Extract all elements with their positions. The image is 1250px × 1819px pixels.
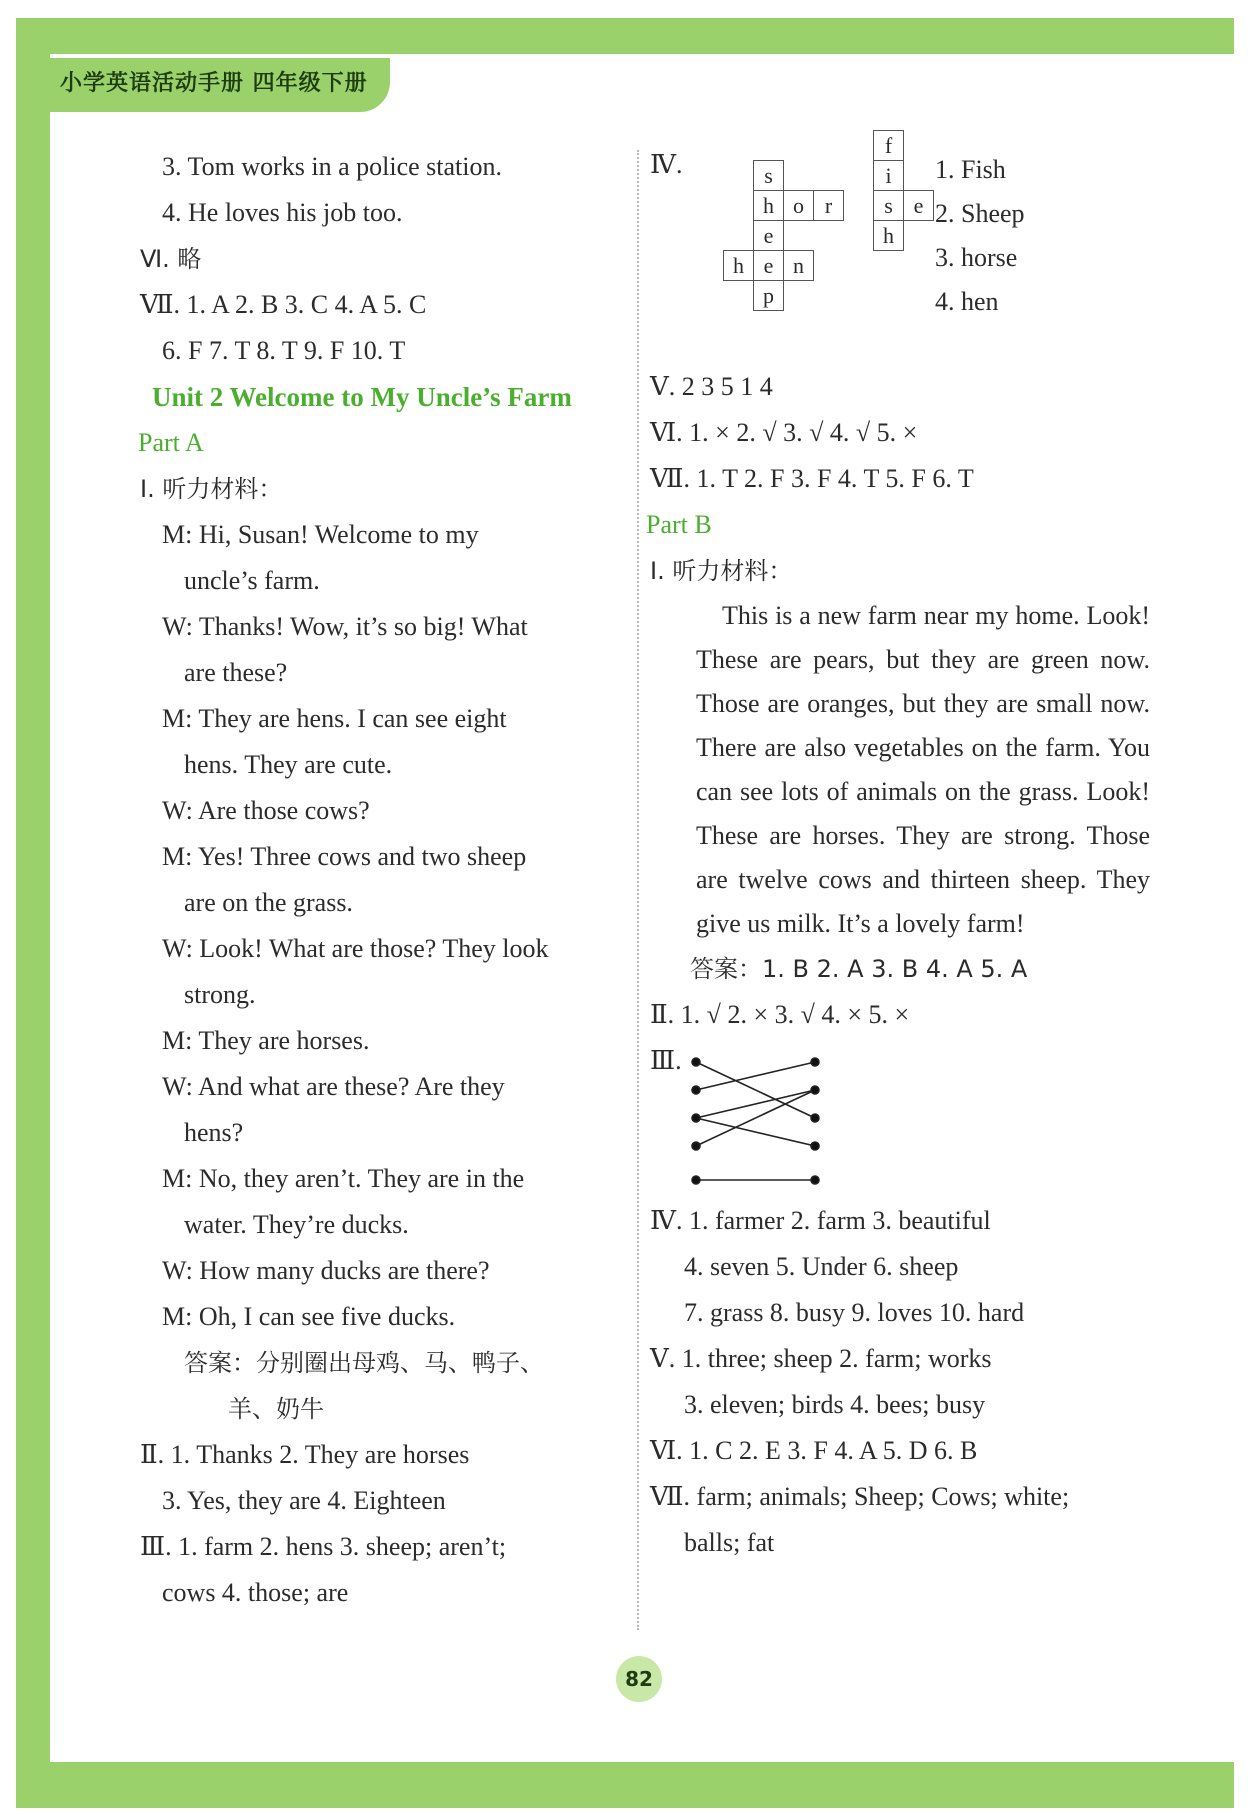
top-border [16, 18, 1234, 54]
match-dot [692, 1058, 700, 1066]
listening-passage [650, 594, 1150, 946]
text-line: are on the grass. [184, 888, 353, 917]
crossword-cell: e [753, 250, 784, 281]
text-line: Ⅶ. 1. T 2. F 3. F 4. T 5. F 6. T [650, 464, 974, 493]
text-line: M: Yes! Three cows and two sheep [162, 842, 527, 871]
crossword-cell: e [753, 220, 784, 251]
crossword-section [650, 133, 1150, 364]
match-line [696, 1090, 815, 1118]
text-line: M: They are hens. I can see eight [162, 704, 507, 733]
text-line: W: Are those cows? [162, 796, 370, 825]
match-line [696, 1090, 815, 1146]
crossword-cell: i [873, 160, 904, 191]
text-line: W: How many ducks are there? [162, 1256, 490, 1285]
crossword-cell: p [753, 280, 784, 311]
page-number: 82 [616, 1656, 662, 1702]
text-line: Ⅴ. 2 3 5 1 4 [650, 372, 773, 401]
section-2: Ⅱ. 1. √ 2. × 3. √ 4. × 5. × [650, 1000, 910, 1029]
text-line: 4. He loves his job too. [162, 198, 403, 227]
crossword-cell: s [873, 190, 904, 221]
text-line: Ⅵ. 1. C 2. E 3. F 4. A 5. D 6. B [650, 1436, 978, 1465]
unit-title: Unit 2 Welcome to My Uncle’s Farm [152, 382, 572, 412]
left-top-lines [140, 144, 635, 374]
crossword-cell: h [723, 250, 754, 281]
crossword-cell: s [753, 160, 784, 191]
match-line [696, 1062, 815, 1118]
crossword-cell: h [873, 220, 904, 251]
match-line [696, 1146, 815, 1172]
passage-text: This is a new farm near my home. Look! These are pears, but they are green now. Those are oranges, but they are small now. There are also vegetables on the farm. You can see lots of animals on the grass. Look! These are horses. They are strong. Those are twelve cows and thirteen sheep. They give us milk. It’s a lovely farm! [696, 601, 1150, 938]
text-line: Ⅵ. 1. × 2. √ 3. √ 4. √ 5. × [650, 418, 918, 447]
match-dot [692, 1086, 700, 1094]
text-line: Ⅵ. 略 [140, 245, 202, 273]
crossword-cell: r [813, 190, 844, 221]
match-line [696, 1062, 815, 1090]
crossword-answer: 1. Fish [935, 155, 1006, 184]
text-line: W: And what are these? Are they [162, 1072, 505, 1101]
text-line: M: They are horses. [162, 1026, 370, 1055]
text-line: balls; fat [684, 1528, 775, 1557]
crossword-cell: o [783, 190, 814, 221]
crossword-answer: 2. Sheep [935, 199, 1025, 228]
right-tail-lines [650, 1198, 1150, 1566]
text-line: Ⅲ. 1. farm 2. hens 3. sheep; aren’t; [140, 1532, 507, 1561]
text-line: Ⅱ. 1. Thanks 2. They are horses [140, 1440, 470, 1469]
text-line: W: Look! What are those? They look [162, 934, 549, 963]
dialogue [140, 512, 635, 1340]
book-title: 小学英语活动手册 四年级下册 [60, 71, 368, 96]
column-divider [637, 150, 639, 1630]
text-line: 6. F 7. T 8. T 9. F 10. T [162, 336, 406, 365]
crossword-answer: 3. horse [935, 243, 1018, 272]
left-tail-lines [140, 1432, 635, 1616]
text-line: M: Hi, Susan! Welcome to my [162, 520, 479, 549]
section-3-label: Ⅲ. [650, 1046, 682, 1075]
answer-line-2: 羊、奶牛 [228, 1395, 324, 1423]
passage-answer: 答案：1. B 2. A 3. B 4. A 5. A [690, 955, 1028, 983]
match-dot [811, 1086, 819, 1094]
section-1-label: Ⅰ. 听力材料： [140, 475, 283, 503]
crossword-cell: e [903, 190, 934, 221]
match-dot [811, 1176, 819, 1184]
part-b-heading: Part B [646, 510, 712, 539]
text-line: 3. Yes, they are 4. Eighteen [162, 1486, 446, 1515]
part-a-heading: Part A [138, 428, 204, 457]
matching-section [650, 1038, 1150, 1198]
right-column [646, 133, 1150, 1566]
text-line: W: Thanks! Wow, it’s so big! What [162, 612, 528, 641]
text-line: hens? [184, 1118, 244, 1147]
matching-diagram [650, 1038, 850, 1198]
text-line: 7. grass 8. busy 9. loves 10. hard [684, 1298, 1025, 1327]
text-line: Ⅶ. farm; animals; Sheep; Cows; white; [650, 1482, 1070, 1511]
left-border [16, 18, 50, 1808]
crossword-answers [935, 148, 1025, 324]
text-line: Ⅶ. 1. A 2. B 3. C 4. A 5. C [140, 290, 427, 319]
match-dot [692, 1114, 700, 1122]
text-line: Ⅳ. 1. farmer 2. farm 3. beautiful [650, 1206, 991, 1235]
text-line: M: Oh, I can see five ducks. [162, 1302, 456, 1331]
crossword-cell: h [753, 190, 784, 221]
text-line: uncle’s farm. [184, 566, 320, 595]
text-line: 4. seven 5. Under 6. sheep [684, 1252, 959, 1281]
text-line: strong. [184, 980, 256, 1009]
match-line [696, 1118, 815, 1146]
crossword-answer: 4. hen [935, 287, 999, 316]
section-4-label: Ⅳ. [650, 150, 683, 179]
answer-line-1: 答案：分别圈出母鸡、马、鸭子、 [184, 1349, 544, 1377]
crossword-cell: f [873, 130, 904, 161]
text-line: M: No, they aren’t. They are in the [162, 1164, 525, 1193]
match-dot [692, 1176, 700, 1184]
text-line: 3. eleven; birds 4. bees; busy [684, 1390, 986, 1419]
text-line: water. They’re ducks. [184, 1210, 409, 1239]
match-dot [811, 1058, 819, 1066]
match-dot [811, 1114, 819, 1122]
text-line: Ⅴ. 1. three; sheep 2. farm; works [650, 1344, 992, 1373]
match-dot [811, 1142, 819, 1150]
crossword-cell: n [783, 250, 814, 281]
match-dot [692, 1142, 700, 1150]
text-line: cows 4. those; are [162, 1578, 349, 1607]
text-line: hens. They are cute. [184, 750, 393, 779]
right-top-lines [650, 364, 1150, 502]
text-line: are these? [184, 658, 288, 687]
left-column [140, 144, 635, 1616]
bottom-border [16, 1762, 1234, 1808]
text-line: 3. Tom works in a police station. [162, 152, 502, 181]
section-1-label-b: Ⅰ. 听力材料： [650, 557, 793, 585]
